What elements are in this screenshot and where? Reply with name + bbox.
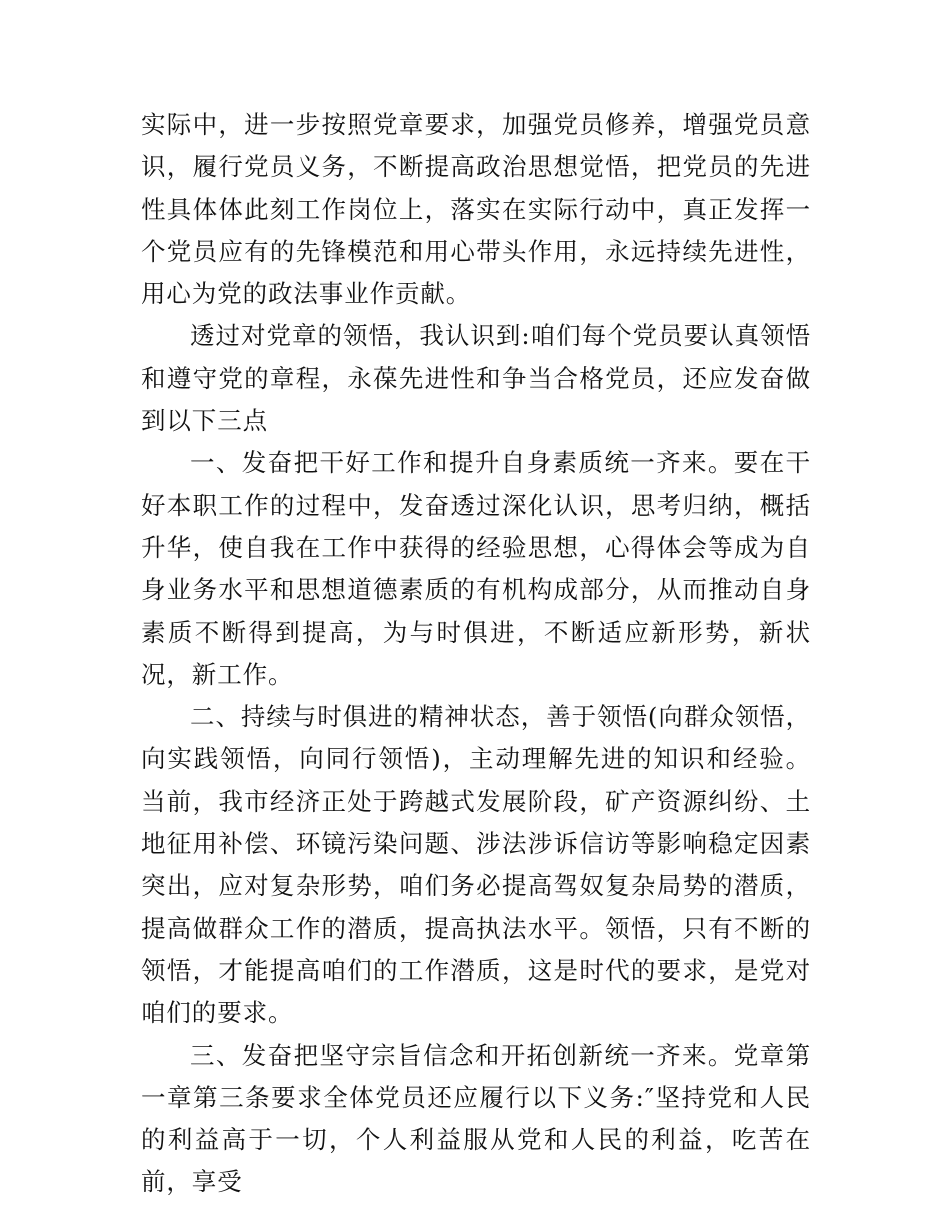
document-body [141, 104, 811, 1204]
paragraph-3: 一、发奋把干好工作和提升自身素质统一齐来。要在干好本职工作的过程中，发奋透过深化认识，思考归纳，概括升华，使自我在工作中获得的经验思想，心得体会等成为自身业务水平和思想道德素质的有机构成部分，从而推动自身素质不断得到提高，为与时俱进，不断适应新形势，新状况，新工作。 [141, 448, 811, 689]
paragraph-2: 透过对党章的领悟，我认识到:咱们每个党员要认真领悟和遵守党的章程，永葆先进性和争当合格党员，还应发奋做到以下三点 [141, 321, 811, 436]
paragraph-4: 二、持续与时俱进的精神状态，善于领悟(向群众领悟，向实践领悟，向同行领悟)，主动理解先进的知识和经验。当前，我市经济正处于跨越式发展阶段，矿产资源纠纷、土地征用补偿、环镜污染问题、涉法涉诉信访等影响稳定因素突出，应对复杂形势，咱们务必提高驾奴复杂局势的潜质，提高做群众工作的潜质，提高执法水平。领悟，只有不断的领悟，才能提高咱们的工作潜质，这是时代的要求，是党对咱们的要求。 [141, 702, 811, 1028]
paragraph-5: 三、发奋把坚守宗旨信念和开拓创新统一齐来。党章第一章第三条要求全体党员还应履行以下义务:″坚持党和人民的利益高于一切，个人利益服从党和人民的利益，吃苦在前，享受 [141, 1040, 812, 1197]
paragraph-1: 实际中，进一步按照党章要求，加强党员修养，增强党员意识，履行党员义务，不断提高政治思想觉悟，把党员的先进性具体体此刻工作岗位上，落实在实际行动中，真正发挥一个党员应有的先锋模范和用心带头作用，永远持续先进性，用心为党的政法事业作贡献。 [141, 110, 811, 309]
